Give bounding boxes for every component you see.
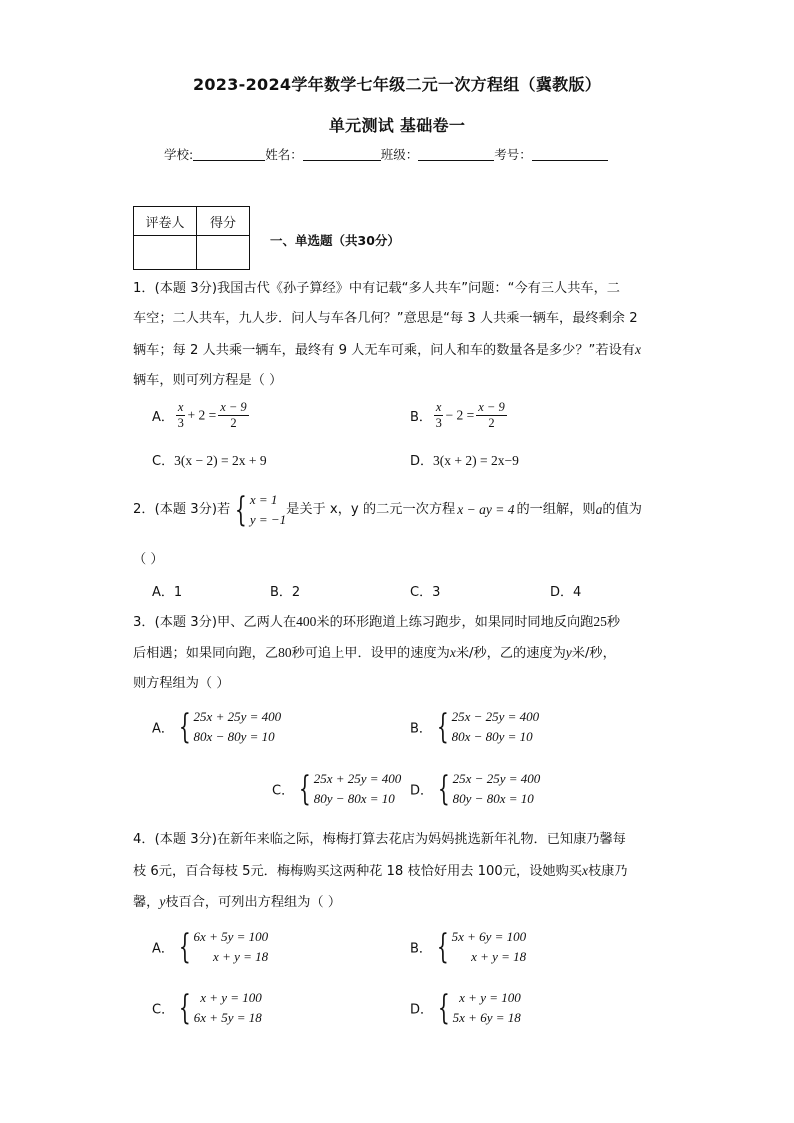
question-1-line-1: 1．(本题 3分)我国古代《孙子算经》中有记载“多人共车”问题：“今有三人共车，二 (133, 281, 620, 296)
question-1-line-3: 辆车；每 2 人共乘一辆车，最终有 9 人无车可乘，问人和车的数量各是多少？”若设有x (133, 342, 641, 358)
question-1-line-4: 辆车，则可列方程是（ ） (133, 373, 283, 388)
q2-option-d[interactable]: D．4 (550, 585, 582, 600)
exam-title: 2023-2024学年数学七年级二元一次方程组（冀教版） (192, 75, 602, 94)
number-label: 考号： (494, 147, 532, 162)
q4-option-c[interactable]: C． { x + y = 100 6x + 5y = 18 (152, 988, 262, 1028)
number-field[interactable] (532, 147, 608, 161)
q1-option-a[interactable]: A． $\frac{x}{3}$ + 2 = $\frac{x - 9}{2}$ (152, 400, 247, 430)
class-field[interactable] (418, 147, 494, 161)
q3-option-a[interactable]: A． { 25x + 25y = 400 80x − 80y = 10 (152, 707, 282, 747)
q1-option-d[interactable]: D．3(x + 2) = 2x−9 (410, 453, 519, 469)
grader-header: 评卷人 (134, 207, 197, 236)
school-field[interactable] (193, 147, 265, 161)
question-3-line-1: 3．(本题 3分)甲、乙两人在400米的环形跑道上练习跑步，如果同时同地反向跑25秒 (133, 614, 621, 630)
name-field[interactable] (303, 147, 381, 161)
section-title: 一、单选题（共30分） (270, 233, 400, 248)
question-4-line-2: 枝 6元，百合每枝 5元．梅梅购买这两种花 18 枝恰好用去 100元，设她购买x枝康乃 (133, 863, 628, 879)
q4-option-a[interactable]: A． { 6x + 5y = 100 x + y = 18 (152, 927, 269, 967)
name-label: 姓名： (265, 147, 303, 162)
question-1-line-2: 车空；二人共车，九人步．问人与车各几何？”意思是“每 3 人共乘一辆车，最终剩余 2 (133, 311, 638, 326)
question-3-line-2: 后相遇；如果同向跑，乙80秒可追上甲．设甲的速度为x米/秒，乙的速度为y米/秒， (133, 645, 616, 661)
school-label: 学校: (164, 147, 194, 162)
q4-option-d[interactable]: D． { x + y = 100 5x + 6y = 18 (410, 988, 521, 1028)
class-label: 班级： (380, 147, 419, 162)
q2-option-a[interactable]: A．1 (152, 585, 183, 600)
q3-option-c[interactable]: C． { 25x + 25y = 400 80y − 80x = 10 (272, 769, 402, 809)
exam-subtitle: 单元测试 基础卷一 (328, 116, 466, 135)
q3-option-b[interactable]: B． { 25x − 25y = 400 80x − 80y = 10 (410, 707, 540, 747)
q1-option-b[interactable]: B． $\frac{x}{3}$ − 2 = $\frac{x - 9}{2}$ (410, 400, 505, 430)
q3-option-d[interactable]: D． { 25x − 25y = 400 80y − 80x = 10 (410, 769, 541, 809)
question-3-line-3: 则方程组为（ ） (133, 676, 230, 691)
question-2-line-2: （ ） (133, 552, 164, 567)
question-4-line-1: 4．(本题 3分)在新年来临之际，梅梅打算去花店为妈妈挑选新年礼物．已知康乃馨每 (133, 832, 626, 847)
q4-option-b[interactable]: B． { 5x + 6y = 100 x + y = 18 (410, 927, 527, 967)
score-cell[interactable] (197, 236, 250, 270)
q2-option-c[interactable]: C．3 (410, 585, 441, 600)
score-table (133, 206, 250, 270)
grader-cell[interactable] (134, 236, 197, 270)
q1-option-c[interactable]: C．3(x − 2) = 2x + 9 (152, 453, 267, 469)
q2-option-b[interactable]: B．2 (270, 585, 301, 600)
score-header: 得分 (197, 207, 250, 236)
question-2-line-1: 2．(本题 3分)若 { x = 1 y = −1 是关于 x，y 的二元一次方程 x − ay = 4 的一组解，则a的值为 (133, 490, 642, 530)
question-4-line-3: 馨，y枝百合，可列出方程组为（ ） (133, 894, 342, 910)
student-info-line (164, 145, 608, 163)
